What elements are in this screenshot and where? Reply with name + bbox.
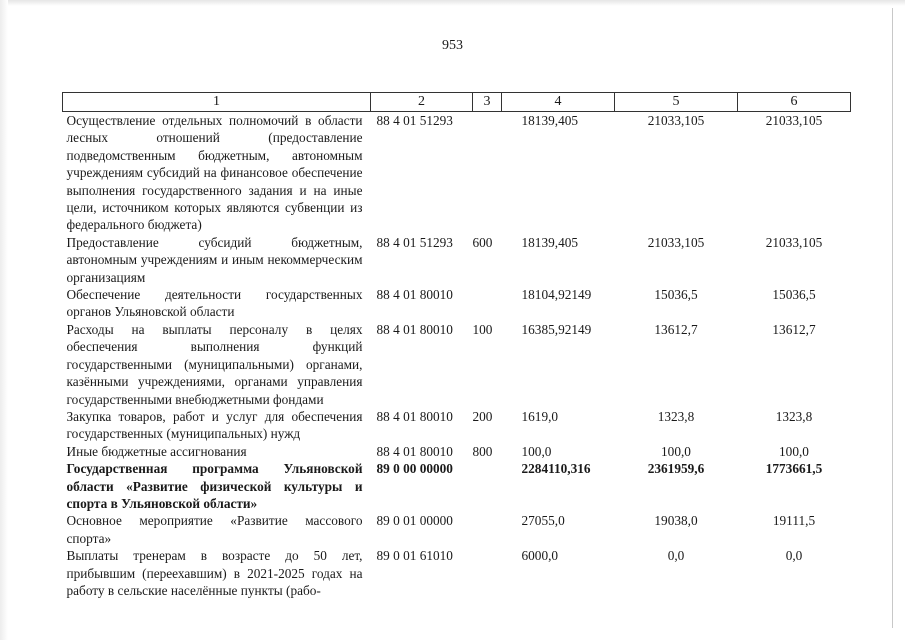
cell-amount-col5: 21033,105: [647, 234, 705, 250]
cell-amount-col4: 6000,0: [521, 548, 559, 564]
table-row: [63, 112, 851, 234]
cell-amount-col5: 19038,0: [654, 513, 698, 529]
cell-name: Осуществление отдельных полномочий в области лесных отношений (предоставление подведомственным бюджетным, автономным учреждениям субсидий на финансовое обеспечение выполнения государственного задания и на иные цели, источником которых являются субвенции из федерального бюджета): [66, 113, 363, 233]
table-body: [63, 112, 851, 600]
cell-amount-col5: 13612,7: [654, 321, 698, 337]
cell-expense-type: [473, 512, 502, 547]
cell-amount-col4: 16385,92149: [521, 321, 592, 337]
cell-target-code: 89 0 01 00000: [376, 513, 453, 529]
cell-target-code: 89 0 00 00000: [376, 461, 453, 477]
cell-name: Государственная программа Ульяновской области «Развитие физической культуры и спорта в Ульяновской области»: [66, 461, 363, 511]
cell-target-code: 88 4 01 80010: [376, 321, 453, 337]
table-row: [63, 443, 851, 460]
cell-target-code: 88 4 01 80010: [376, 408, 453, 424]
page-number: 953: [442, 38, 463, 53]
cell-target-code: 89 0 01 61010: [376, 548, 453, 564]
scan-edge-left: [0, 0, 8, 640]
cell-amount-col4: 2284110,316: [521, 461, 591, 477]
cell-expense-type: [473, 112, 502, 234]
cell-expense-type: 800: [472, 443, 493, 459]
cell-name: Выплаты тренерам в возрасте до 50 лет, прибывшим (переехавшим) в 2021-2025 годах на работу в сельские населённые пункты (рабо-: [66, 548, 363, 598]
table-header: [63, 93, 851, 112]
cell-amount-col5: 15036,5: [654, 287, 698, 303]
cell-amount-col6: 100,0: [779, 443, 809, 459]
cell-target-code: 88 4 01 51293: [376, 113, 453, 128]
cell-amount-col5: 1323,8: [657, 408, 695, 424]
header-col-1: 1: [63, 93, 371, 112]
header-col-2: 2: [371, 93, 473, 112]
header-col-4: 4: [502, 93, 615, 112]
cell-name: Иные бюджетные ассигнования: [66, 443, 247, 459]
header-col-5: 5: [615, 93, 738, 112]
cell-amount-col6: 21033,105: [765, 113, 823, 128]
cell-expense-type: [473, 286, 502, 321]
cell-expense-type: 100: [472, 321, 493, 337]
table-row: [63, 512, 851, 547]
cell-amount-col5: 2361959,6: [647, 461, 705, 477]
cell-amount-col6: 19111,5: [772, 513, 816, 529]
cell-target-code: 88 4 01 80010: [376, 443, 453, 459]
cell-name: Обеспечение деятельности государственных органов Ульяновской области: [66, 287, 363, 320]
scan-edge-top: [0, 0, 905, 6]
table-row: [63, 547, 851, 599]
cell-target-code: 88 4 01 51293: [376, 234, 453, 250]
table-row: [63, 286, 851, 321]
table-row: [63, 408, 851, 443]
cell-amount-col4: 18139,405: [521, 113, 579, 128]
table-row: [63, 321, 851, 408]
table-row: [63, 460, 851, 512]
cell-name: Расходы на выплаты персоналу в целях обеспечения выполнения функций государственными (муниципальными) органами, казёнными учреждениями, органами управления государственными внебюджетными фондами: [66, 321, 363, 407]
cell-amount-col5: 0,0: [667, 548, 685, 564]
cell-target-code: 88 4 01 80010: [376, 287, 453, 303]
cell-expense-type: 200: [472, 408, 493, 424]
cell-amount-col6: 1773661,5: [765, 461, 823, 477]
cell-amount-col4: 27055,0: [521, 513, 565, 529]
cell-amount-col4: 100,0: [521, 443, 552, 459]
cell-amount-col6: 21033,105: [765, 234, 823, 250]
cell-amount-col5: 100,0: [661, 443, 691, 459]
cell-expense-type: [473, 460, 502, 512]
cell-name: Основное мероприятие «Развитие массового спорта»: [66, 513, 363, 546]
cell-amount-col4: 18104,92149: [521, 287, 592, 303]
cell-amount-col6: 0,0: [785, 548, 803, 564]
cell-amount-col6: 15036,5: [772, 287, 816, 303]
budget-table: [62, 92, 851, 599]
cell-amount-col4: 18139,405: [521, 234, 579, 250]
table-row: [63, 234, 851, 286]
cell-name: Закупка товаров, работ и услуг для обеспечения государственных (муниципальных) нужд: [66, 408, 363, 442]
scan-edge-right: [892, 8, 893, 628]
cell-amount-col6: 1323,8: [775, 408, 813, 424]
cell-name: Предоставление субсидий бюджетным, автономным учреждениям и иным некоммерческим организациям: [66, 234, 363, 285]
cell-amount-col6: 13612,7: [772, 321, 816, 337]
header-col-6: 6: [738, 93, 851, 112]
cell-expense-type: 600: [472, 234, 493, 250]
cell-expense-type: [473, 547, 502, 599]
header-row: [63, 93, 851, 112]
cell-amount-col4: 1619,0: [521, 408, 559, 424]
header-col-3: 3: [473, 93, 502, 112]
cell-amount-col5: 21033,105: [647, 113, 705, 128]
